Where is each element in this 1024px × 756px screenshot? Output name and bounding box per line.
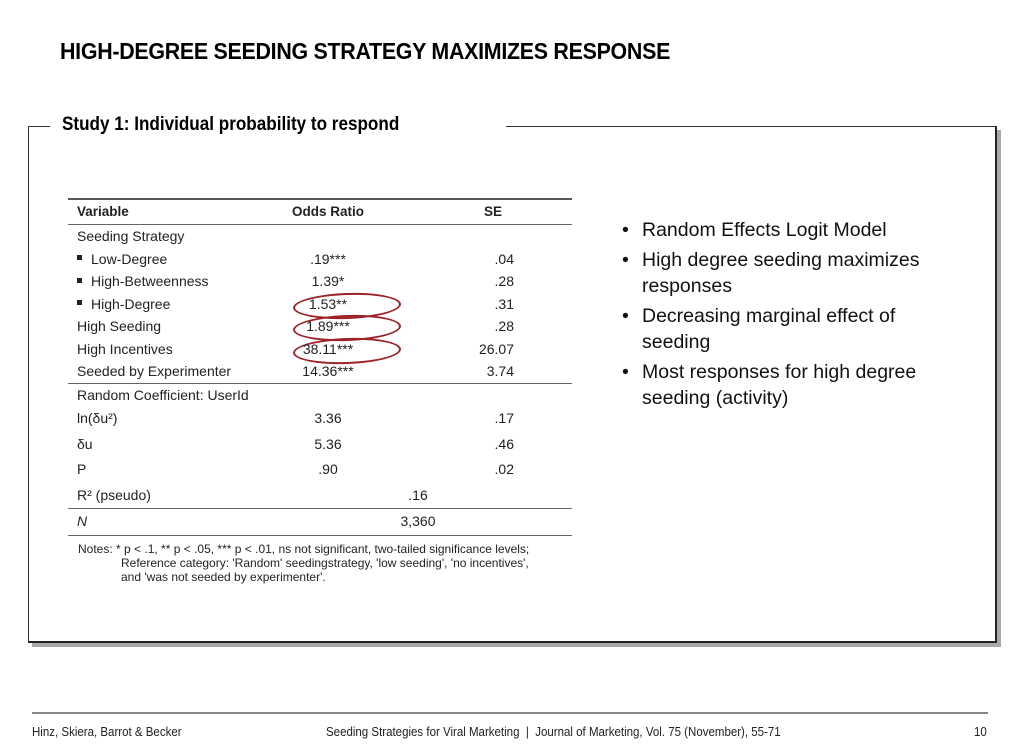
table-row (68, 457, 572, 483)
table-row (68, 338, 572, 361)
notes-line-1: Notes: * p < .1, ** p < .05, *** p < .01, ns not significant, two-tailed significance levels; (78, 541, 530, 556)
table-row (68, 432, 572, 458)
row-odds-ratio: 1.39* (311, 273, 345, 289)
row-se: 3.74 (486, 363, 514, 379)
bullet-item: • Decreasing marginal effect of seeding (622, 305, 896, 353)
bullet-item: • Most responses for high degree seeding (activity) (622, 361, 917, 409)
group-label: Seeding Strategy (77, 228, 185, 244)
bullet-dot-icon: • (622, 219, 629, 241)
page-number: 10 (974, 725, 987, 739)
row-odds-ratio: 38.11*** (302, 340, 354, 357)
row-odds-ratio: 1.53** (308, 295, 348, 312)
row-se: .02 (494, 461, 514, 477)
bullet-dot-icon: • (622, 305, 629, 327)
row-odds-ratio: 1.89*** (306, 318, 350, 334)
table-row (68, 315, 572, 338)
header-se: SE (483, 204, 502, 219)
row-odds-ratio: 5.36 (314, 435, 342, 452)
bullet-list (622, 217, 962, 415)
footer-rule (32, 712, 988, 714)
row-variable: High Incentives (77, 340, 173, 357)
group-label: Random Coefficient: UserId (77, 386, 249, 403)
row-se: .28 (494, 273, 514, 289)
row-se: .31 (494, 295, 514, 312)
table-row (68, 406, 572, 432)
notes-line-2: Reference category: 'Random' seedingstrategy, 'low seeding', 'no incentives', (121, 555, 529, 570)
table-row (68, 360, 572, 383)
table-bottom-rule (68, 535, 572, 536)
r2-value: .16 (408, 486, 428, 503)
table-row (68, 293, 572, 316)
row-variable: P (77, 461, 87, 477)
table-row (68, 248, 572, 271)
row-se: .04 (494, 250, 514, 267)
row-variable: δu (77, 435, 93, 452)
bullet-square-icon (77, 278, 82, 283)
header-odds-ratio: Odds Ratio (291, 204, 364, 219)
frame-top-border-left (28, 126, 50, 127)
bullet-square-icon (77, 300, 82, 305)
row-se: .17 (494, 410, 514, 426)
n-label: N (77, 513, 88, 529)
n-value: 3,360 (400, 513, 436, 529)
table-row (68, 270, 572, 293)
row-odds-ratio: .19*** (310, 250, 346, 267)
row-odds-ratio: 3.36 (314, 410, 342, 426)
r2-row (68, 483, 572, 509)
table-header-row (68, 200, 572, 224)
bullet-dot-icon: • (622, 361, 629, 383)
table-notes (68, 542, 572, 592)
footer-authors: Hinz, Skiera, Barrot & Becker (32, 725, 182, 739)
row-variable: Seeded by Experimenter (77, 363, 232, 379)
row-variable: High-Degree (91, 295, 171, 312)
row-variable: ln(δu²) (77, 410, 118, 426)
row-variable: High-Betweenness (91, 273, 209, 289)
bullet-item: • Random Effects Logit Model (622, 219, 887, 241)
row-se: 26.07 (478, 340, 514, 357)
group-label-row (68, 225, 572, 248)
row-odds-ratio: .90 (318, 461, 338, 477)
frame-top-border-right (506, 126, 996, 127)
row-variable: Low-Degree (91, 250, 168, 267)
bullet-dot-icon: • (622, 249, 629, 271)
section-label: Study 1: Individual probability to respond (62, 114, 400, 135)
bullet-square-icon (77, 255, 82, 260)
group-label-row (68, 384, 572, 407)
r2-label: R² (pseudo) (77, 486, 151, 503)
row-se: .46 (494, 435, 514, 452)
footer-citation: Seeding Strategies for Viral Marketing | Journal of Marketing, Vol. 75 (November), 55-71 (326, 725, 781, 739)
row-se: .28 (494, 318, 514, 334)
row-odds-ratio: 14.36*** (302, 363, 354, 379)
notes-line-3: and 'was not seeded by experimenter'. (121, 569, 326, 584)
regression-table (68, 198, 572, 592)
n-row (68, 509, 572, 535)
slide-title: HIGH-DEGREE SEEDING STRATEGY MAXIMIZES RESPONSE (60, 38, 671, 64)
header-variable: Variable (77, 204, 129, 219)
bullet-item: • High degree seeding maximizes responses (622, 249, 920, 297)
row-variable: High Seeding (77, 318, 162, 334)
